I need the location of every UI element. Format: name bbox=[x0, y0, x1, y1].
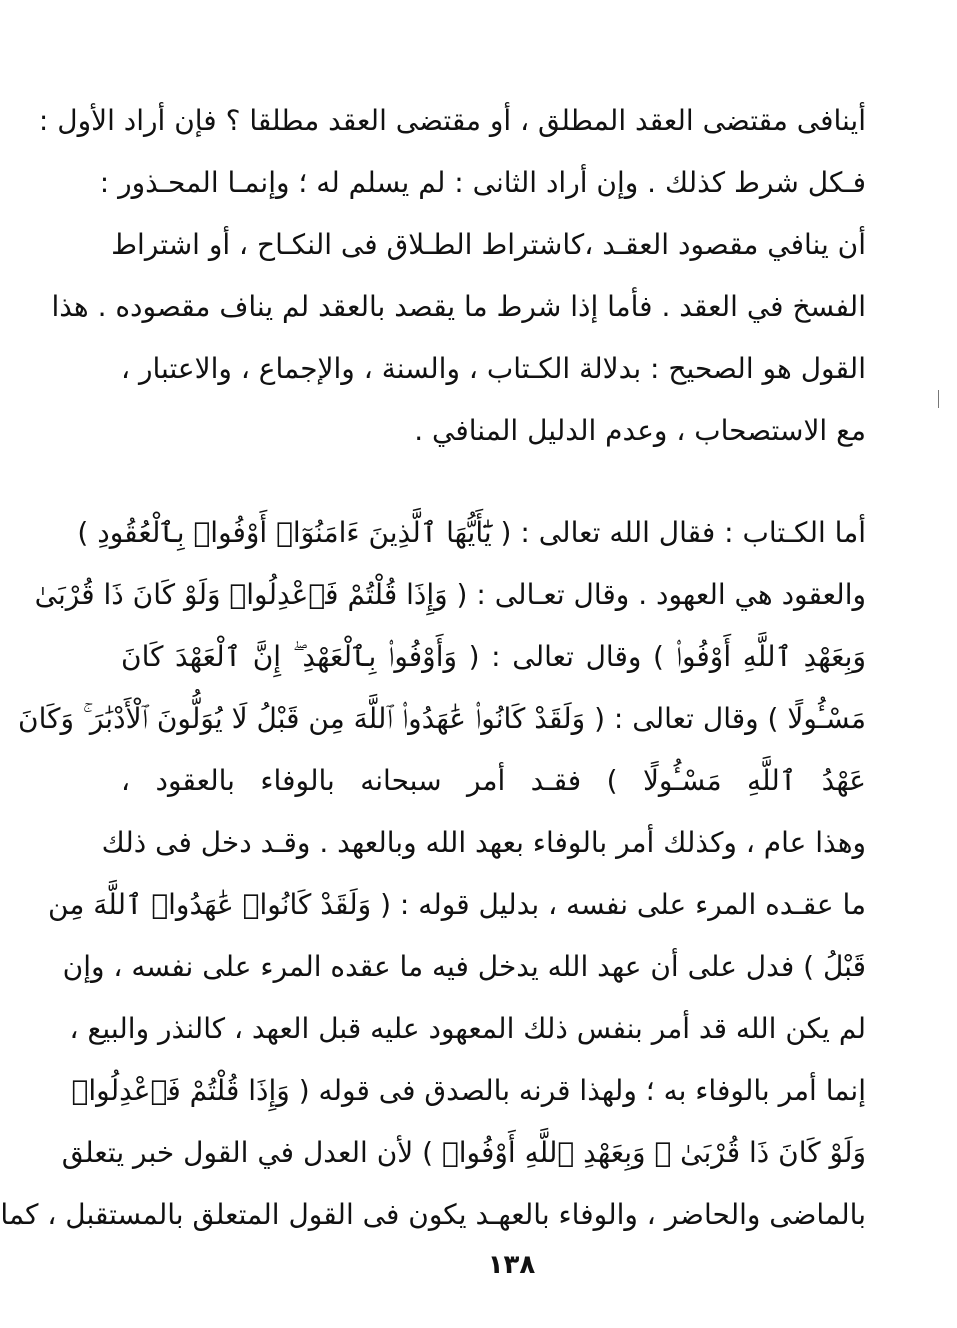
text-line: فـكل شرط كذلك . وإن أراد الثانى : لم يسلم له ؛ وإنمـا المحـذور : bbox=[99, 166, 866, 199]
text-line: أينافى مقتضى العقد المطلق ، أو مقتضى العقد مطلقا ؟ فإن أراد الأول : bbox=[38, 104, 866, 137]
margin-mark bbox=[938, 390, 943, 408]
text-line: وَبِعَهْدِ ٱللَّهِ أَوْفُوا۟ ) وقال تعالى : ( وَأَوْفُوا۟ بِٱلْعَهْدِ ۖ إِنَّ ٱلْعَهْدَ كَانَ bbox=[121, 640, 866, 673]
text-line: الفسخ في العقد . فأما إذا شرط ما يقصد بالعقد لم يناف مقصوده . هذا bbox=[51, 290, 866, 323]
text-line: مع الاستصحاب ، وعدم الدليل المنافي . bbox=[414, 414, 866, 447]
paragraph-2 bbox=[0, 502, 866, 1246]
text-line: عَهْدُ ٱللَّهِ مَسْـُٔولًا ) فقـد أمر سبحانه بالوفاء بالعقود ، bbox=[121, 764, 866, 797]
paragraph-1 bbox=[38, 90, 866, 462]
document-page bbox=[0, 90, 866, 1290]
text-line: ما عقـده المرء على نفسه ، بدليل قوله : ( وَلَقَدْ كَانُوا۟ عَٰهَدُوا۟ ٱللَّهَ مِن bbox=[48, 888, 866, 921]
text-line: وَلَوْ كَانَ ذَا قُرْبَىٰ ۖ وَبِعَهْدِ ٱللَّهِ أَوْفُوا۟ ) لأن العدل في القول خبر يتعلق bbox=[61, 1136, 866, 1169]
page-number: ١٣٨ bbox=[487, 1250, 536, 1280]
text-line: أما الكـتاب : فقال الله تعالى : ( يَٰٓأَيُّهَا ٱلَّذِينَ ءَامَنُوٓا۟ أَوْفُوا۟ بِٱلْعُقُودِ ) bbox=[77, 516, 866, 549]
text-line: قَبْلُ ) فدل على أن عهد الله يدخل فيه ما عقده المرء على نفسه ، وإن bbox=[62, 950, 866, 983]
text-line: وهذا عام ، وكذلك أمر بالوفاء بعهد الله وبالعهد . وقـد دخل فى ذلك bbox=[101, 826, 866, 859]
text-line: إنما أمر بالوفاء به ؛ ولهذا قرنه بالصدق فى قوله ( وَإِذَا قُلْتُمْ فَٱعْدِلُوا۟ bbox=[71, 1074, 866, 1107]
text-line: لم يكن الله قد أمر بنفس ذلك المعهود عليه قبل العهد ، كالنذر والبيع ، bbox=[69, 1012, 866, 1045]
text-line: والعقود هي العهود . وقال تعـالى : ( وَإِذَا قُلْتُمْ فَٱعْدِلُوا۟ وَلَوْ كَانَ ذَا قُرْبَىٰ bbox=[34, 578, 866, 611]
text-line: مَسْـُٔولًا ) وقال تعالى : ( وَلَقَدْ كَانُوا۟ عَٰهَدُوا۟ ٱللَّهَ مِن قَبْلُ لَا يُوَلُّونَ ٱلْأَدْبَٰرَ ۚ وَكَانَ bbox=[18, 702, 866, 735]
text-line: بالماضى والحاضر ، والوفاء بالعهـد يكون فى القول المتعلق بالمستقبل ، كما bbox=[0, 1198, 866, 1231]
text-line: أن ينافي مقصود العقـد ،كاشتراط الطـلاق فى النكـاح ، أو اشتراط bbox=[111, 228, 866, 261]
text-line: القول هو الصحيح : بدلالة الكـتاب ، والسنة ، والإجماع ، والاعتبار ، bbox=[121, 352, 866, 385]
